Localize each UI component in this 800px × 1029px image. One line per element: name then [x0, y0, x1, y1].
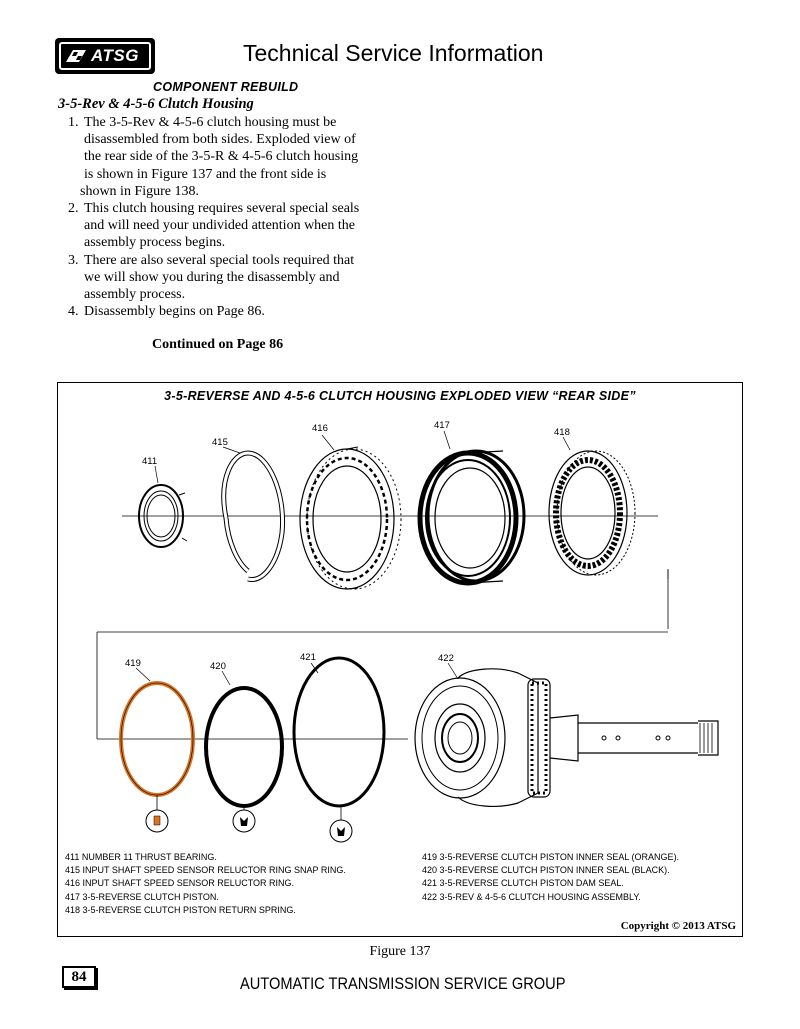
page-title: Technical Service Information: [243, 40, 544, 66]
parts-legend-left: [65, 851, 346, 917]
step-line: the rear side of the 3-5-R & 4-5-6 clutch housing: [84, 149, 359, 165]
step-line: assembly process begins.: [84, 235, 226, 251]
instruction-steps: [58, 114, 398, 320]
atsg-logo: [55, 38, 155, 74]
step-line: There are also several special tools required that: [84, 252, 355, 268]
callout-416: 416: [312, 423, 328, 434]
legend-item-415: 415 INPUT SHAFT SPEED SENSOR RELUCTOR RING SNAP RING.: [65, 865, 346, 876]
step-line: This clutch housing requires several special seals: [84, 201, 360, 217]
part-416-reluctor-ring: [300, 447, 401, 589]
callout-420: 420: [210, 661, 226, 672]
continued-note: Continued on Page 86: [152, 337, 284, 352]
legend-item-421: 421 3-5-REVERSE CLUTCH PISTON DAM SEAL.: [422, 878, 624, 889]
figure-caption: Figure 137: [369, 944, 431, 959]
legend-item-417: 417 3-5-REVERSE CLUTCH PISTON.: [65, 891, 219, 902]
seal-section-421: [330, 806, 352, 842]
legend-item-420: 420 3-5-REVERSE CLUTCH PISTON INNER SEAL (BLACK).: [422, 865, 670, 876]
section-label: COMPONENT REBUILD: [153, 80, 299, 94]
footer-company-name: AUTOMATIC TRANSMISSION SERVICE GROUP: [240, 974, 566, 993]
logo-text: ATSG: [91, 46, 139, 65]
step-number: 3.: [68, 252, 79, 268]
step-number: 1.: [68, 115, 79, 130]
parts-legend-right: [422, 851, 679, 904]
legend-item-411: 411 NUMBER 11 THRUST BEARING.: [65, 852, 217, 862]
part-422-clutch-housing: [415, 669, 718, 807]
seal-section-419: [146, 795, 168, 832]
legend-item-419: 419 3-5-REVERSE CLUTCH PISTON INNER SEAL (ORANGE).: [422, 852, 680, 862]
callout-419: 419: [125, 658, 141, 669]
step-line: disassembled from both sides. Exploded view of: [84, 132, 356, 148]
legend-item-416: 416 INPUT SHAFT SPEED SENSOR RELUCTOR RING.: [65, 878, 295, 889]
callout-422: 422: [438, 653, 454, 664]
step-3: [58, 252, 398, 304]
copyright-notice: Copyright © 2013 ATSG: [620, 920, 736, 932]
legend-item-422: 422 3-5-REV & 4-5-6 CLUTCH HOUSING ASSEMBLY.: [422, 891, 641, 902]
step-line: we will show you during the disassembly and: [84, 269, 340, 285]
exploded-view-figure: [57, 382, 743, 937]
figure-title: 3-5-REVERSE AND 4-5-6 CLUTCH HOUSING EXPLODED VIEW “REAR SIDE”: [164, 389, 636, 403]
step-line: Disassembly begins on Page 86.: [84, 304, 265, 320]
callout-417: 417: [434, 420, 450, 431]
callout-418: 418: [554, 427, 570, 438]
callout-411: 411: [142, 456, 158, 467]
callout-421: 421: [300, 652, 316, 663]
part-420-black-seal: [206, 688, 282, 806]
step-line: The 3-5-Rev & 4-5-6 clutch housing must be: [84, 115, 337, 130]
page-number: 84: [62, 966, 96, 988]
step-number: 4.: [68, 304, 79, 320]
step-line: shown in Figure 138.: [80, 183, 199, 199]
part-418-return-spring: [549, 451, 635, 575]
legend-item-418: 418 3-5-REVERSE CLUTCH PISTON RETURN SPRING.: [65, 904, 296, 915]
step-line: assembly process.: [84, 287, 186, 303]
checkered-flag-icon: [65, 48, 87, 64]
step-1: [58, 114, 398, 200]
step-line: and will need your undivided attention when the: [84, 218, 355, 234]
step-2: [58, 200, 398, 252]
step-number: 2.: [68, 201, 79, 217]
part-417-piston: [420, 451, 524, 583]
seal-section-420: [233, 806, 255, 832]
part-421-dam-seal: [294, 658, 384, 806]
step-line: is shown in Figure 137 and the front side is: [84, 166, 327, 182]
callout-415: 415: [212, 437, 228, 448]
section-subtitle: 3-5-Rev & 4-5-6 Clutch Housing: [58, 96, 254, 112]
step-4: [58, 303, 398, 320]
